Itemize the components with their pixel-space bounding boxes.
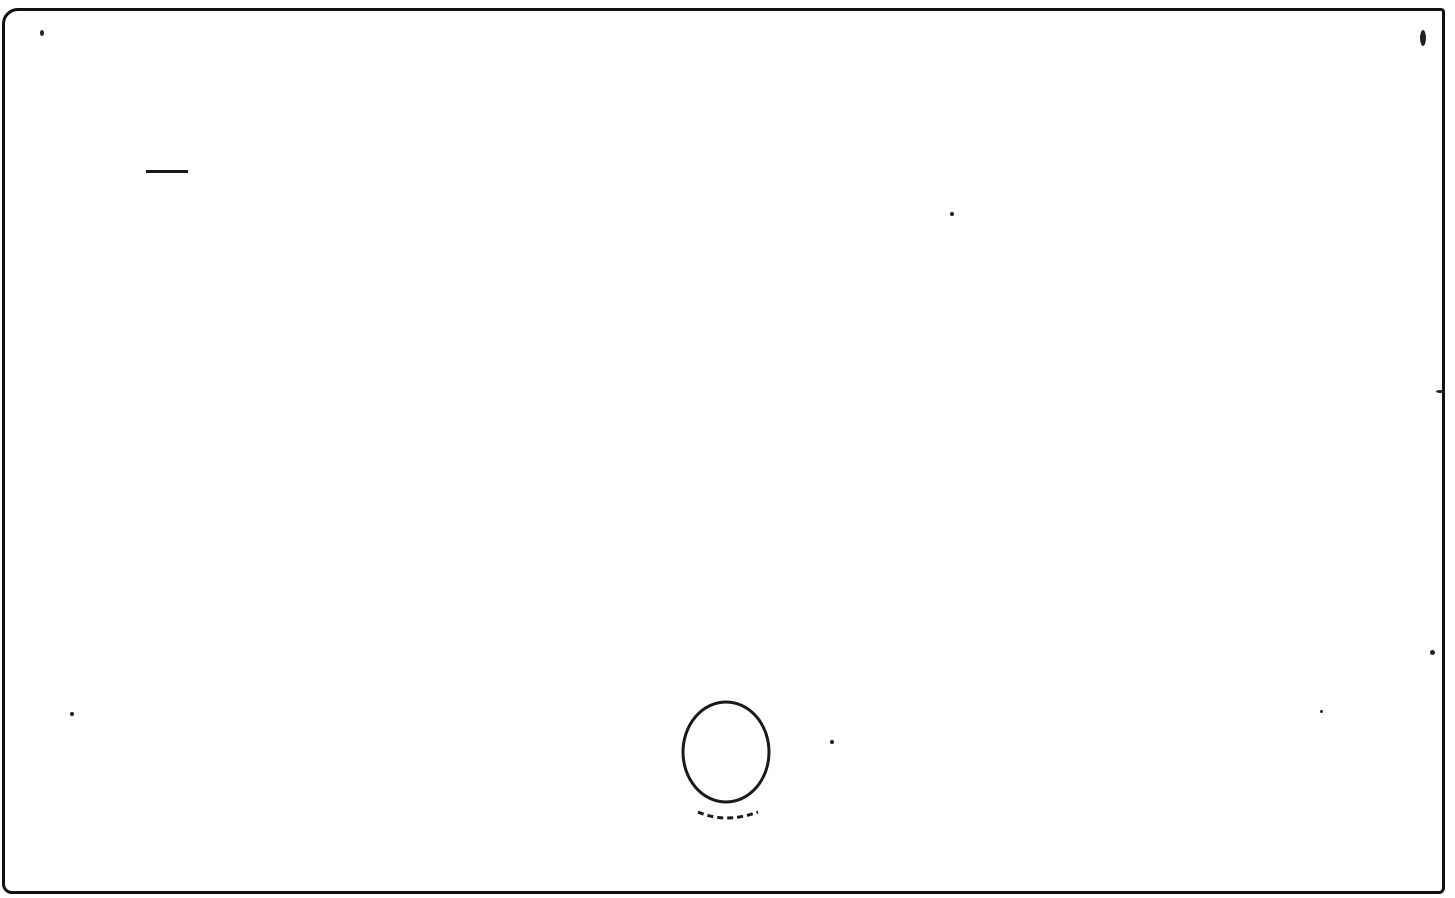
scan-speck <box>1320 710 1323 713</box>
scan-speck <box>1430 650 1435 655</box>
scan-speck <box>70 712 74 716</box>
punch-hole-icon <box>676 696 776 836</box>
shelf-mark-divider <box>146 170 188 173</box>
scan-speck <box>1420 30 1426 46</box>
scan-speck <box>830 740 834 744</box>
scan-speck <box>40 30 44 36</box>
scan-speck <box>1436 390 1444 393</box>
scan-speck <box>950 212 954 216</box>
